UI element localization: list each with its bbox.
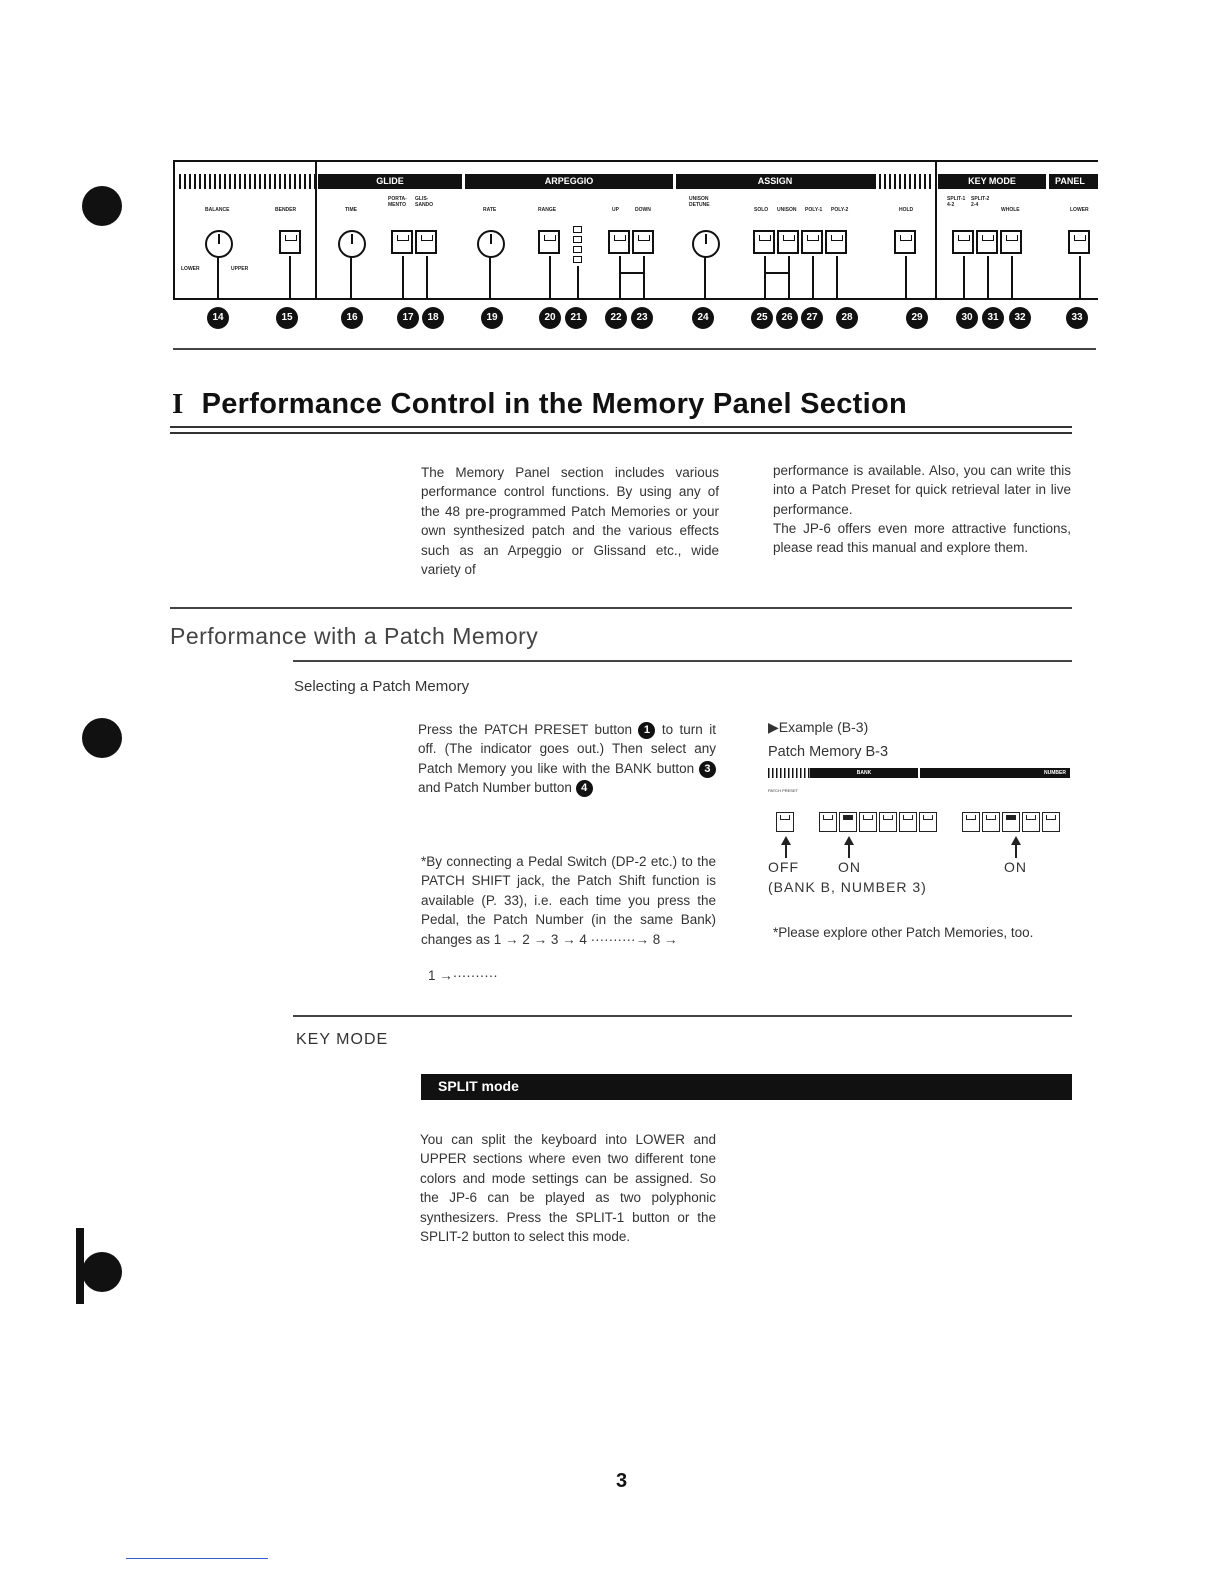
poly2-label: POLY-2	[831, 207, 849, 213]
on-label: ON	[838, 859, 861, 875]
panel-divider	[315, 162, 317, 298]
range-led	[573, 246, 582, 253]
leader-line	[549, 256, 551, 298]
key-mode-header: KEY MODE	[938, 174, 1046, 189]
leader-line	[836, 256, 838, 298]
heading-underline	[170, 432, 1072, 434]
page-number: 3	[616, 1470, 628, 1492]
intro-right-paragraph-1: performance is available. Also, you can write this into a Patch Preset for quick retrieval later in live performance.	[773, 463, 1071, 517]
arpeggio-down-button[interactable]	[632, 230, 654, 254]
callout-23: 23	[631, 307, 653, 329]
on-label-number: ON	[1004, 859, 1027, 875]
section-title: Performance Control in the Memory Panel Section	[201, 388, 908, 420]
patch-preset-button[interactable]	[776, 812, 794, 832]
callout-27: 27	[801, 307, 823, 329]
intro-right-paragraph-2: The JP-6 offers even more attractive functions, please read this manual and explore them.	[773, 521, 1071, 556]
time-label: TIME	[345, 207, 357, 213]
callout-31: 31	[982, 307, 1004, 329]
range-led	[573, 226, 582, 233]
unison-detune-label: UNISON DETUNE	[689, 196, 710, 208]
arpeggio-header: ARPEGGIO	[465, 174, 673, 189]
callout-33: 33	[1066, 307, 1088, 329]
example-hatch	[768, 768, 810, 778]
footer-rule	[126, 1558, 268, 1559]
split-mode-banner-text: SPLIT mode	[438, 1078, 519, 1094]
leader-line	[963, 256, 965, 298]
split-mode-banner	[421, 1074, 1072, 1100]
leader-line	[643, 256, 645, 298]
range-led	[573, 236, 582, 243]
callout-14: 14	[207, 307, 229, 329]
callout-26: 26	[776, 307, 798, 329]
leader-line	[289, 256, 291, 298]
leader-line	[402, 256, 404, 298]
number-button-3[interactable]	[1002, 812, 1020, 832]
solo-button[interactable]	[753, 230, 775, 254]
leader-line	[350, 256, 352, 298]
leader-line	[619, 256, 621, 298]
split2-label: SPLIT-2 2-4	[971, 196, 990, 208]
bank-bar: BANK	[810, 768, 918, 778]
bank-button-a[interactable]	[819, 812, 837, 832]
arpeggio-range-button[interactable]	[538, 230, 560, 254]
lower-button[interactable]	[1068, 230, 1090, 254]
bank-button-e[interactable]	[899, 812, 917, 832]
balance-label: BALANCE	[205, 207, 230, 213]
leader-line	[1011, 256, 1013, 298]
bender-label: BENDER	[275, 207, 297, 213]
bank-button-f[interactable]	[919, 812, 937, 832]
leader-line	[812, 256, 814, 298]
bank-button-b[interactable]	[839, 812, 857, 832]
rate-label: RATE	[483, 207, 497, 213]
section-roman: I	[172, 388, 184, 420]
assign-header: ASSIGN	[676, 174, 874, 189]
punch-hole-bottom	[82, 1252, 122, 1292]
section-heading	[172, 388, 907, 421]
intro-left-paragraph: The Memory Panel section includes various performance control functions. By using any of the 48 pre-programmed Patch Memories or your own synthesized patch and the various effects such as an Arpeggio or Glissand etc., wide variety of	[421, 465, 719, 578]
split1-button[interactable]	[952, 230, 974, 254]
panel-hatch-assign	[874, 174, 934, 189]
lower-label: LOWER	[1070, 207, 1089, 213]
key-mode-title: KEY MODE	[296, 1031, 389, 1048]
range-led	[573, 256, 582, 263]
instruction-text-a: Press the PATCH PRESET button	[418, 722, 633, 737]
callout-25: 25	[751, 307, 773, 329]
patch-preset-label: PATCH PRESET	[768, 788, 799, 793]
up-label: UP	[612, 207, 619, 213]
arrow-off	[785, 844, 787, 858]
lower-knob-label: LOWER	[181, 266, 200, 272]
explore-note: *Please explore other Patch Memories, too.	[773, 925, 1034, 940]
badge-3: 3	[699, 761, 716, 778]
punch-hole-middle	[82, 718, 122, 758]
binding-mark-bottom	[76, 1228, 84, 1304]
number-button-4[interactable]	[1022, 812, 1040, 832]
heading-underline	[170, 426, 1072, 428]
unison-detune-knob[interactable]	[692, 230, 720, 258]
leader-line	[764, 272, 789, 274]
divider-under-panel	[173, 348, 1096, 350]
leader-line	[426, 256, 428, 298]
panel-header: PANEL	[1049, 174, 1098, 189]
callout-32: 32	[1009, 307, 1031, 329]
callout-16: 16	[341, 307, 363, 329]
example-panel-bar	[768, 768, 1070, 778]
callout-17: 17	[397, 307, 419, 329]
callout-18: 18	[422, 307, 444, 329]
portamento-button[interactable]	[391, 230, 413, 254]
leader-line	[788, 256, 790, 298]
key-mode-rule	[293, 1015, 1072, 1017]
selecting-heading: Selecting a Patch Memory	[294, 678, 470, 695]
portamento-label: PORTA- MENTO	[388, 196, 407, 208]
hold-button[interactable]	[894, 230, 916, 254]
number-bar: NUMBER	[920, 768, 1070, 778]
callout-28: 28	[836, 307, 858, 329]
punch-hole-top	[82, 186, 122, 226]
control-panel-diagram	[173, 160, 1098, 300]
subsection-title: Performance with a Patch Memory	[170, 623, 539, 649]
arrow-on-number	[1015, 844, 1017, 858]
leader-line	[764, 256, 766, 298]
bank-button-d[interactable]	[879, 812, 897, 832]
glide-header: GLIDE	[318, 174, 462, 189]
solo-label: SOLO	[754, 207, 769, 213]
off-label: OFF	[768, 859, 799, 875]
bank-number-label: (BANK B, NUMBER 3)	[768, 879, 927, 895]
split1-label: SPLIT-1 4-2	[947, 196, 966, 208]
split2-button[interactable]	[976, 230, 998, 254]
instruction-text-b: to turn it off. (The indicator goes out.) Then select any Patch Memory you like with the BANK button	[418, 722, 716, 776]
whole-label: WHOLE	[1001, 207, 1020, 213]
glissando-label: GLIS- SANDO	[415, 196, 434, 208]
pedal-note-continued: 1 →··········	[428, 968, 498, 983]
badge-4: 4	[576, 780, 593, 797]
pedal-note: *By connecting a Pedal Switch (DP-2 etc.) to the PATCH SHIFT jack, the Patch Shift function is available (P. 33), i.e. each time you press the Pedal, the Patch Number (in the same Bank) changes as 1 → 2 → 3 → 4 ··········→ 8 →	[421, 854, 716, 947]
bank-button-c[interactable]	[859, 812, 877, 832]
leader-line	[619, 272, 644, 274]
unison-label: UNISON	[777, 207, 797, 213]
leader-line	[489, 256, 491, 298]
subsection-bottom-rule	[293, 660, 1072, 662]
callout-24: 24	[692, 307, 714, 329]
glide-time-knob[interactable]	[338, 230, 366, 258]
range-label: RANGE	[538, 207, 557, 213]
callout-22: 22	[605, 307, 627, 329]
glissando-button[interactable]	[415, 230, 437, 254]
whole-button[interactable]	[1000, 230, 1022, 254]
number-button-1[interactable]	[962, 812, 980, 832]
balance-knob[interactable]	[205, 230, 233, 258]
example-subtitle: Patch Memory B-3	[768, 744, 889, 760]
arpeggio-up-button[interactable]	[608, 230, 630, 254]
panel-hatch-left	[179, 174, 316, 189]
panel-divider	[935, 162, 937, 298]
callout-30: 30	[956, 307, 978, 329]
leader-line	[217, 256, 219, 298]
callout-15: 15	[276, 307, 298, 329]
leader-line	[577, 266, 579, 298]
number-button-5[interactable]	[1042, 812, 1060, 832]
leader-line	[704, 256, 706, 298]
poly2-button[interactable]	[825, 230, 847, 254]
instruction-text-c: and Patch Number button	[418, 780, 572, 796]
unison-button[interactable]	[777, 230, 799, 254]
subsection-top-rule	[170, 607, 1072, 609]
bender-button[interactable]	[279, 230, 301, 254]
hold-label: HOLD	[899, 207, 914, 213]
arrow-on-bank	[848, 844, 850, 858]
poly1-label: POLY-1	[805, 207, 823, 213]
leader-line	[1079, 256, 1081, 298]
instruction-paragraph	[418, 720, 716, 798]
callout-20: 20	[539, 307, 561, 329]
upper-knob-label: UPPER	[231, 266, 249, 272]
split-mode-paragraph: You can split the keyboard into LOWER and UPPER sections where even two different tone colors and mode settings can be assigned. So the JP-6 can be played as two polyphonic synthesizers. Press the SPLIT-1 button or the SPLIT-2 button to select this mode.	[420, 1132, 716, 1245]
callout-29: 29	[906, 307, 928, 329]
arpeggio-rate-knob[interactable]	[477, 230, 505, 258]
callout-21: 21	[565, 307, 587, 329]
callout-19: 19	[481, 307, 503, 329]
example-title: ▶Example (B-3)	[768, 719, 869, 735]
leader-line	[987, 256, 989, 298]
number-button-2[interactable]	[982, 812, 1000, 832]
leader-line	[905, 256, 907, 298]
down-label: DOWN	[635, 207, 651, 213]
poly1-button[interactable]	[801, 230, 823, 254]
badge-1: 1	[638, 722, 655, 739]
